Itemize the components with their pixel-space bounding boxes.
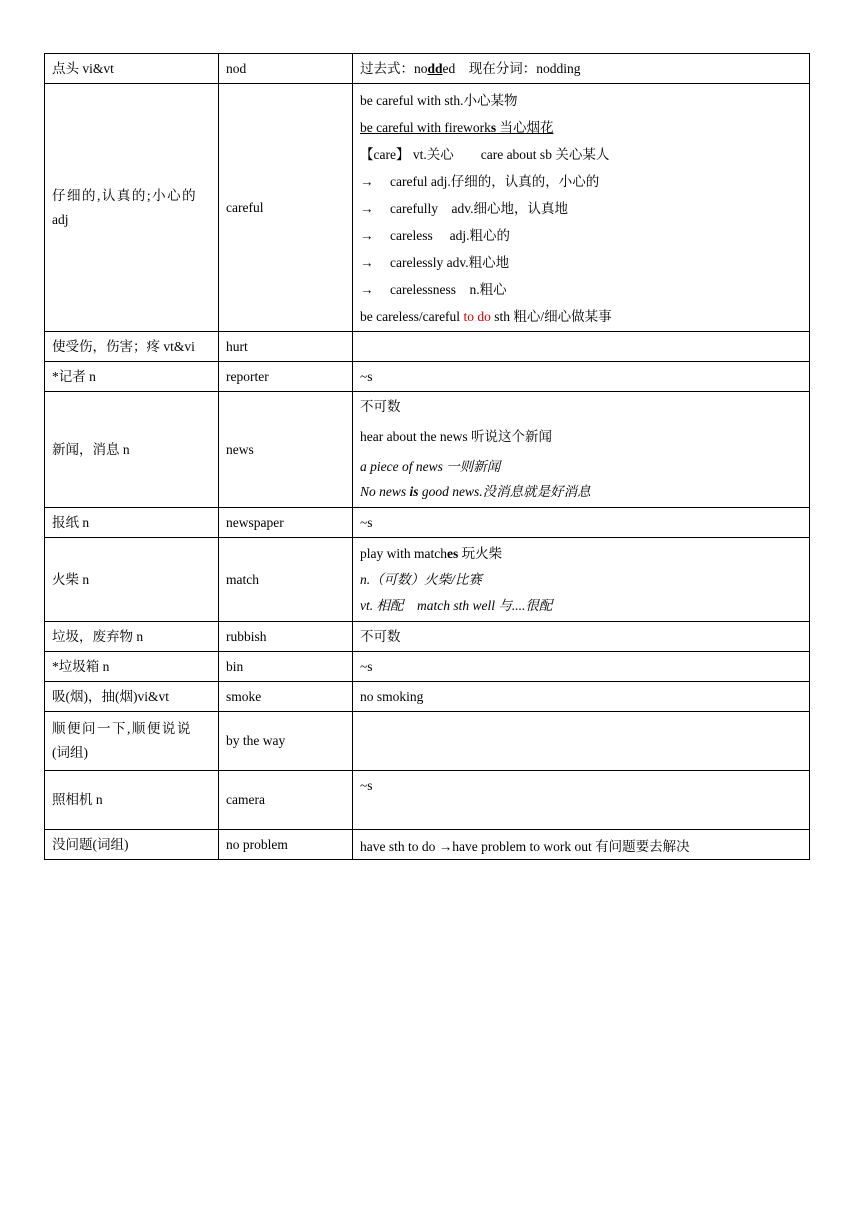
note-text: be careful with firework [360,119,491,135]
note-line [360,119,802,137]
notes-cell: have sth to do →have problem to work out 有问题要去解决 [353,830,810,860]
table-row [45,712,810,771]
note-emphasis: s [490,119,497,135]
note-emphasis: is [409,484,419,499]
english-cell: by the way [219,712,353,771]
english-cell: reporter [219,362,353,392]
note-text: be careless/careful [360,308,464,324]
vocabulary-table [44,53,810,860]
note-line [360,173,802,191]
word-cell: 没问题(词组) [45,830,219,860]
english-cell: careful [219,84,353,332]
note-emphasis: es [446,545,459,561]
note-line [360,545,802,563]
notes-cell: no smoking [353,682,810,712]
table-row [45,771,810,830]
note-line [360,281,802,299]
note-line: be careful with sth.小心某物 [360,92,518,108]
english-cell: rubbish [219,622,353,652]
word-line: 顺便问一下,顺便说说 [52,721,192,736]
table-row [45,362,810,392]
word-cell [45,84,219,332]
notes-cell: ~s [353,652,810,682]
notes-cell [353,54,810,84]
word-cell: *记者 n [45,362,219,392]
word-cell: 火柴 n [45,538,219,622]
note-line [360,254,802,272]
english-cell: camera [219,771,353,830]
note-text: carelessly adv.粗心地 [390,254,510,270]
english-cell: smoke [219,682,353,712]
note-text: good news.没消息就是好消息 [418,484,591,499]
english-cell: no problem [219,830,353,860]
note-emphasis: dd [427,60,443,76]
note-line [360,308,802,326]
table-row [45,538,810,622]
word-line: (词组) [52,745,88,760]
notes-cell [353,712,810,771]
note-line: n.（可数）火柴/比赛 [360,571,482,587]
note-line [360,200,802,218]
word-cell: *垃圾箱 n [45,652,219,682]
word-cell [45,712,219,771]
english-cell: news [219,392,353,508]
word-cell: 点头 vi&vt [45,54,219,84]
note-text: carefully adv.细心地，认真地 [390,200,568,216]
notes-cell: ~s [353,771,810,830]
notes-cell: ~s [353,508,810,538]
table-row [45,652,810,682]
table-row [45,682,810,712]
word-line: 仔细的,认真的;小心的 [52,187,198,203]
notes-cell: ~s [353,362,810,392]
word-cell: 新闻，消息 n [45,392,219,508]
table-row [45,54,810,84]
note-text: careless adj.粗心的 [390,227,510,243]
note-line: 不可数 [360,399,401,414]
arrow-icon: → [360,281,374,297]
note-text: 过去式：no [360,60,428,76]
note-line [360,483,802,501]
arrow-icon: → [360,254,374,270]
arrow-icon: → [360,227,374,243]
word-cell: 报纸 n [45,508,219,538]
note-highlight: to do [463,308,491,324]
table-row [45,508,810,538]
note-line: a piece of news 一则新闻 [360,459,501,474]
english-cell: newspaper [219,508,353,538]
word-line: adj [52,211,69,227]
note-text: careful adj.仔细的，认真的，小心的 [390,173,600,189]
word-cell: 照相机 n [45,771,219,830]
note-text: sth 粗心/细心做某事 [490,308,612,324]
table-row [45,332,810,362]
table-row [45,830,810,860]
arrow-icon: → [360,173,374,189]
table-row [45,392,810,508]
word-cell: 使受伤，伤害；疼 vt&vi [45,332,219,362]
notes-cell [353,538,810,622]
note-text: play with match [360,545,447,561]
notes-cell [353,392,810,508]
english-cell: bin [219,652,353,682]
note-line: vt. 相配 match sth well 与....很配 [360,597,553,613]
note-line: 【care】 vt.关心 care about sb 关心某人 [360,146,610,162]
note-text: carelessness n.粗心 [390,281,507,297]
note-line [360,227,802,245]
english-cell: match [219,538,353,622]
english-cell: nod [219,54,353,84]
note-line: hear about the news 听说这个新闻 [360,429,552,444]
arrow-icon: → [360,200,374,216]
notes-cell [353,84,810,332]
note-text: 玩火柴 [458,545,503,561]
note-text: 当心烟花 [496,119,554,135]
word-cell: 垃圾，废弃物 n [45,622,219,652]
notes-cell: 不可数 [353,622,810,652]
note-text: ed 现在分词：nodding [442,60,581,76]
notes-cell [353,332,810,362]
table-row [45,622,810,652]
table-row [45,84,810,332]
word-cell: 吸(烟)，抽(烟)vi&vt [45,682,219,712]
note-text: No news [360,484,410,499]
english-cell: hurt [219,332,353,362]
